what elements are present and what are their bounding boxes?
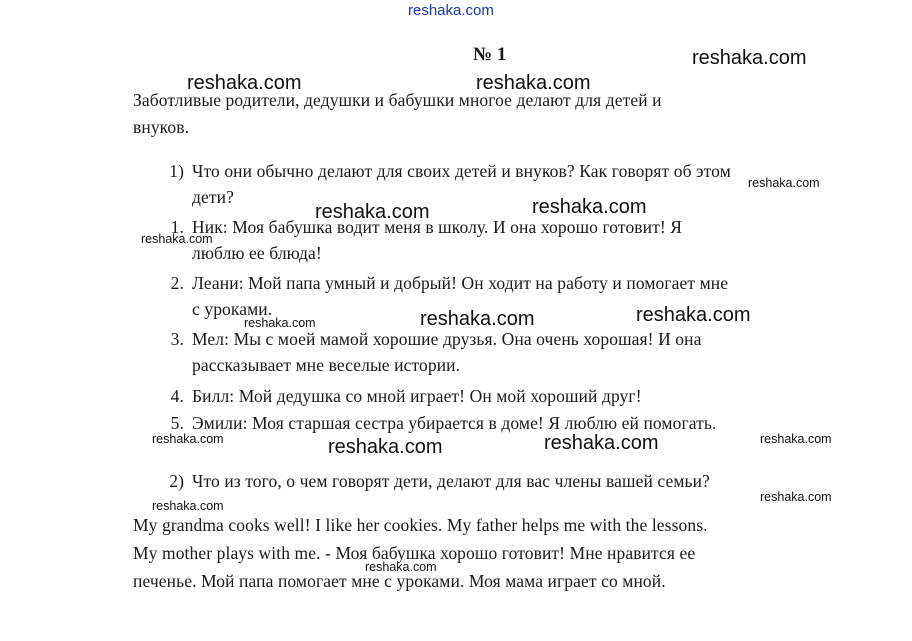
question-2-text: Что из того, о чем говорят дети, делают для вас члены вашей семьи? <box>192 471 710 491</box>
watermark: reshaka.com <box>420 308 535 330</box>
list-item-text: Ник: Моя бабушка водит меня в школу. И она хорошо готовит! Я <box>192 217 683 237</box>
question-1 <box>160 158 731 184</box>
exercise-title: № 1 <box>473 44 507 65</box>
watermark: reshaka.com <box>187 72 302 94</box>
answer-line-1: My grandma cooks well! I like her cookies. My father helps me with the lessons. <box>133 515 708 535</box>
list-item-text: Эмили: Моя старшая сестра убирается в доме! Я люблю ей помогать. <box>192 413 717 433</box>
list-item <box>160 383 642 409</box>
answer-line-3: печенье. Мой папа помогает мне с уроками. Моя мама играет со мной. <box>133 571 666 591</box>
watermark-small: reshaka.com <box>141 232 213 246</box>
list-item-number: 4. <box>170 386 184 406</box>
question-1-number: 1) <box>169 161 184 181</box>
watermark-small: reshaka.com <box>152 499 224 513</box>
list-item-text-cont: рассказывает мне веселые истории. <box>192 355 461 375</box>
list-item-number: 3. <box>170 329 184 349</box>
watermark: reshaka.com <box>692 47 807 69</box>
list-item-number: 1. <box>170 217 184 237</box>
watermark: reshaka.com <box>544 432 659 454</box>
question-2 <box>160 468 710 494</box>
question-2-number: 2) <box>169 471 184 491</box>
list-item-number: 2. <box>170 273 184 293</box>
intro-line-1: Заботливые родители, дедушки и бабушки многое делают для детей и <box>133 90 662 110</box>
list-item-text-cont: люблю ее блюда! <box>192 243 322 263</box>
intro-line-2: внуков. <box>133 117 190 137</box>
question-1-line-1: Что они обычно делают для своих детей и внуков? Как говорят об этом <box>192 161 731 181</box>
watermark-small: reshaka.com <box>748 176 820 190</box>
list-item-text: Мел: Мы с моей мамой хорошие друзья. Она очень хорошая! И она <box>192 329 702 349</box>
watermark: reshaka.com <box>315 201 430 223</box>
watermark: reshaka.com <box>328 436 443 458</box>
list-item-text-cont: с уроками. <box>192 299 273 319</box>
list-item-number: 5. <box>170 413 184 433</box>
watermark: reshaka.com <box>532 196 647 218</box>
watermark: reshaka.com <box>636 304 751 326</box>
site-header-link[interactable]: reshaka.com <box>408 2 494 19</box>
watermark-small: reshaka.com <box>152 432 224 446</box>
watermark-small: reshaka.com <box>365 560 437 574</box>
watermark-small: reshaka.com <box>760 490 832 504</box>
list-item <box>160 270 728 296</box>
watermark-small: reshaka.com <box>760 432 832 446</box>
watermark: reshaka.com <box>476 72 591 94</box>
watermark-small: reshaka.com <box>244 316 316 330</box>
list-item-text: Леани: Мой папа умный и добрый! Он ходит на работу и помогает мне <box>192 273 729 293</box>
list-item-text: Билл: Мой дедушка со мной играет! Он мой хороший друг! <box>192 386 642 406</box>
answer-line-2: My mother plays with me. - Моя бабушка хорошо готовит! Мне нравится ее <box>133 543 696 563</box>
question-1-line-2: дети? <box>192 187 234 207</box>
